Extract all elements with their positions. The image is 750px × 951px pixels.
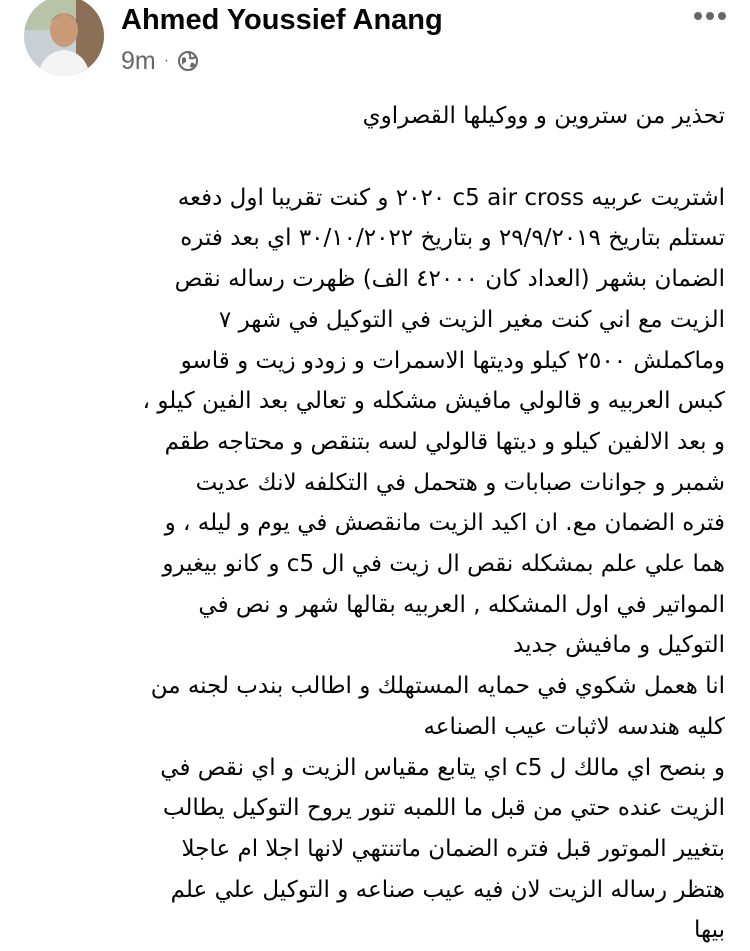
globe-icon[interactable] bbox=[177, 50, 199, 72]
post-line: انا هعمل شكوي في حمايه المستهلك و اطالب بندب لجنه من bbox=[150, 673, 725, 700]
meta-separator: · bbox=[163, 52, 170, 69]
post-line: شمبر و جوانات صبابات و هتحمل في التكلفه لانك عديت bbox=[195, 469, 725, 496]
post-timestamp[interactable]: 9m bbox=[121, 46, 156, 75]
post-line: تحذير من ستروين و ووكيلها القصراوي bbox=[362, 103, 725, 129]
post-meta bbox=[121, 46, 199, 76]
avatar-photo bbox=[24, 0, 104, 76]
post-line: و بنصح اي مالك ل c5 اي يتابع مقياس الزيت و اي نقص في bbox=[160, 754, 725, 781]
post-title-line bbox=[20, 96, 725, 137]
more-options-button[interactable] bbox=[688, 0, 732, 32]
post-line: بيها bbox=[694, 917, 725, 944]
paragraph-gap bbox=[20, 137, 725, 178]
post-line: فتره الضمان مع. ان اكيد الزيت مانقصش في يوم و ليله ، و bbox=[164, 510, 725, 537]
post-line: كليه هندسه لاثبات عيب الصناعه bbox=[423, 713, 725, 740]
post-line: بتغيير الموتور قبل فتره الضمان ماتنتهي لانها اجلا ام عاجلا bbox=[181, 835, 725, 862]
post-line: هما علي علم بمشكله نقص ال زيت في ال c5 و كانو بيغيرو bbox=[162, 551, 725, 578]
author-avatar[interactable] bbox=[24, 0, 104, 76]
author-name[interactable]: Ahmed Youssief Anang bbox=[121, 4, 443, 36]
post-line: هتظر رساله الزيت لان فيه عيب صناعه و التوكيل علي علم bbox=[170, 876, 725, 903]
post-line: الزيت عنده حتي من قبل ما اللمبه تنور يروح التوكيل يطالب bbox=[162, 795, 725, 822]
post-line: تستلم بتاريخ ٢٩/٩/٢٠١٩ و بتاريخ ٣٠/١٠/٢٠٢٢ اي بعد فتره bbox=[180, 225, 725, 252]
post-text bbox=[20, 96, 725, 951]
post-line: وماكملش ٢٥٠٠ كيلو وديتها الاسمرات و زودو زيت و قاسو bbox=[180, 347, 725, 374]
post-line: المواتير في اول المشكله , العربيه بقالها شهر و نص في bbox=[198, 591, 725, 618]
post-line: كبس العربيه و قالولي مافيش مشكله و تعالي بعد الفين كيلو ، bbox=[142, 388, 725, 415]
post-line: و بعد الالفين كيلو و ديتها قالولي لسه بتنقص و محتاجه طقم bbox=[164, 428, 725, 455]
post-paragraph bbox=[20, 178, 725, 951]
post-header bbox=[0, 0, 750, 90]
post-line: الزيت مع اني كنت مغير الزيت في التوكيل في شهر ٧ bbox=[218, 306, 725, 333]
more-horizontal-icon bbox=[693, 11, 727, 21]
post-line: التوكيل و مافيش جديد bbox=[513, 632, 725, 659]
post-line: اشتريت عربيه c5 air cross ٢٠٢٠ و كنت تقريبا اول دفعه bbox=[177, 184, 725, 211]
post-line: الضمان بشهر (العداد كان ٤٢٠٠٠ الف) ظهرت رساله نقص bbox=[174, 266, 725, 293]
